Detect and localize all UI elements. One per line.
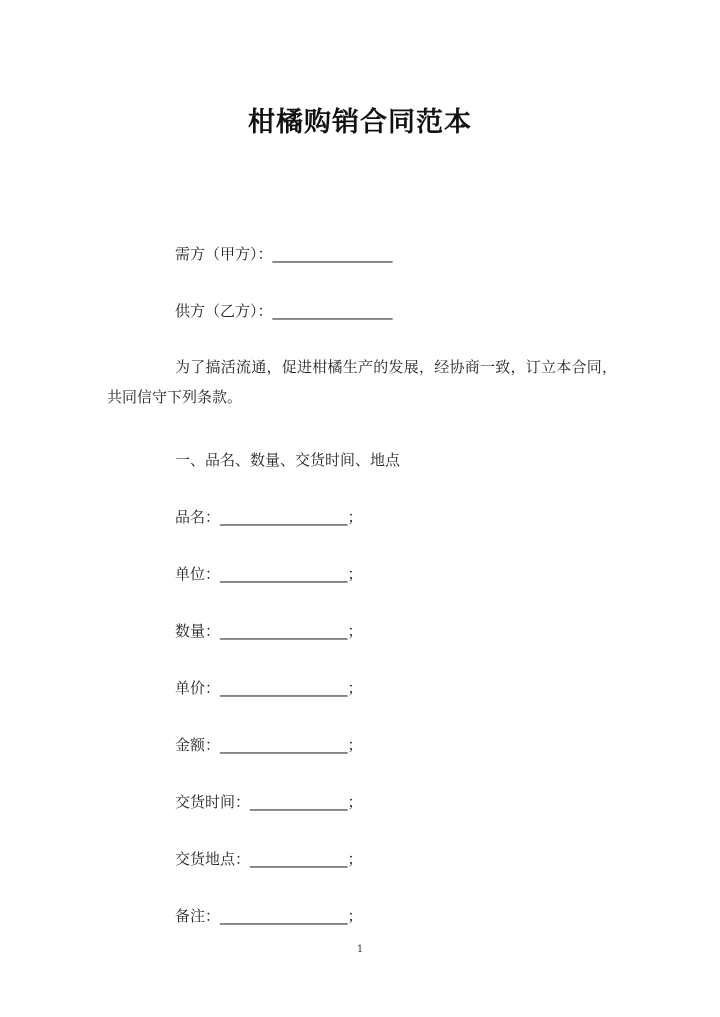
section1-heading: 一、品名、数量、交货时间、地点 [175,451,401,469]
field-unit-price: 单价：_________________； [175,679,363,697]
field-unit: 单位：_________________； [175,565,363,583]
intro-paragraph: 为了搞活流通，促进柑橘生产的发展，经协商一致，订立本合同，共同信守下列条款。 [107,358,617,406]
document-title: 柑橘购销合同范本 [248,107,472,138]
page-number: 1 [356,944,364,955]
field-product-name: 品名：_________________； [175,508,363,526]
field-remarks: 备注：_________________； [175,907,363,925]
seller-line: 供方（乙方）：________________ [175,302,393,320]
buyer-line: 需方（甲方）：________________ [175,245,393,263]
field-delivery-place: 交货地点：_____________； [175,850,363,868]
field-delivery-time: 交货时间：_____________； [175,793,363,811]
field-amount: 金额：_________________； [175,736,363,754]
field-quantity: 数量：_________________； [175,622,363,640]
